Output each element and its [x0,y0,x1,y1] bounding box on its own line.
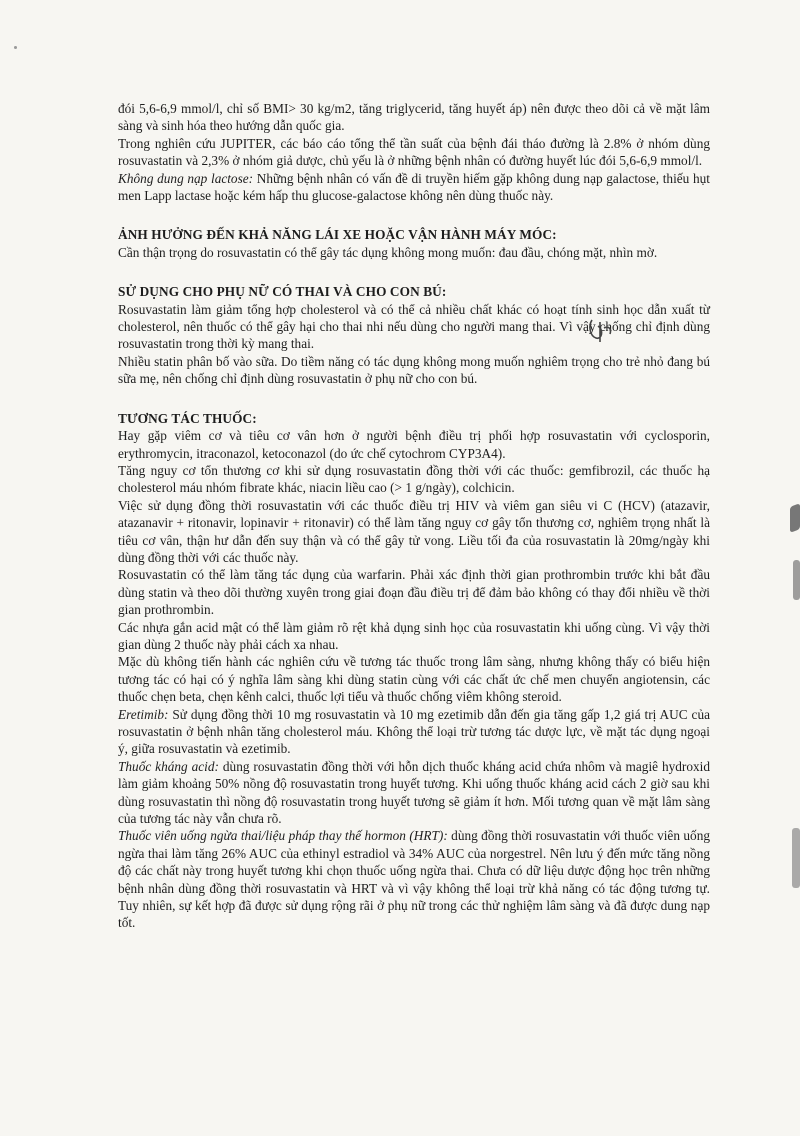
interactions-paragraph-3: Việc sử dụng đồng thời rosuvastatin với các thuốc điều trị HIV và viêm gan siêu vi C (HCV) (atazavir, atazanavir + ritonavir, lopinavir + ritonavir) có thể làm tăng nguy cơ gây tổn thương cơ, nghiêm trọng nhất là tiêu cơ vân, thận hư dẫn đến suy thận và có thể gây tử vong. Liều tối đa của rosuvastatin là 20mg/ngày khi dùng đồng thời với các thuốc này. [118,497,710,565]
driving-text: Cần thận trọng do rosuvastatin có thể gây tác dụng không mong muốn: đau đầu, chóng mặt, nhìn mờ. [118,244,658,260]
interactions-paragraph-2: Tăng nguy cơ tổn thương cơ khi sử dụng rosuvastatin đồng thời với các thuốc: gemfibrozil, các thuốc hạ cholesterol máu nhóm fibrate khác, niacin liều cao (> 1 g/ngày), colchicin. [118,462,710,496]
ezetimib-text: Sử dụng đồng thời 10 mg rosuvastatin và 10 mg ezetimib dẫn đến gia tăng gấp 1,2 giá trị AUC của rosuvastatin ở bệnh nhân tăng cholesterol máu. Không thể loại trừ tương tác dược lực, về mặt tác dụng ngoại ý, giữa rosuvastatin và ezetimib. [118,706,710,757]
interactions-paragraph-6: Mặc dù không tiến hành các nghiên cứu về tương tác thuốc trong lâm sàng, nhưng không thấy có biểu hiện tương tác có hại có ý nghĩa lâm sàng khi dùng statin cùng với các chất ức chế men chuyển angiotensin, các thuốc chẹn beta, chẹn kênh calci, thuốc lợi tiểu và thuốc chống viêm không steroid. [118,654,710,705]
intro-paragraph-2: Trong nghiên cứu JUPITER, các báo cáo tổng thể tần suất của bệnh đái tháo đường là 2.8% ở nhóm dùng rosuvastatin và 2,3% ở nhóm giả dược, chủ yếu là ở những bệnh nhân có đường huyết lúc đói 5,6-6,9 mmol/l. [118,135,710,169]
intro-paragraph-3 [118,170,710,205]
pregnancy-heading: SỬ DỤNG CHO PHỤ NỮ CÓ THAI VÀ CHO CON BÚ: [118,284,447,300]
interactions-paragraph-5: Các nhựa gắn acid mật có thể làm giảm rõ rệt khả dụng sinh học của rosuvastatin khi uống cùng. Vì vậy thời gian dùng 2 thuốc này phải cách xa nhau. [118,619,710,652]
intro-paragraph-1: đói 5,6-6,9 mmol/l, chỉ số BMI> 30 kg/m2, tăng triglycerid, tăng huyết áp) nên được theo dõi cả về mặt lâm sàng và sinh hóa theo hướng dẫn quốc gia. [118,101,710,134]
interactions-paragraph-8 [118,758,710,828]
handwritten-initials [586,316,616,346]
scan-dot [14,46,17,49]
contraceptive-text: dùng đồng thời rosuvastatin với thuốc viên uống ngừa thai làm tăng 26% AUC của ethinyl estradiol và 34% AUC của norgestrel. Nên lưu ý đến mức tăng nồng độ các chất này trong huyết tương khi chọn thuốc uống ngừa thai. Chưa có dữ liệu dược động học trên những bệnh nhân dùng đồng thời rosuvastatin và HRT và vì vậy không thể loại trừ khả năng có tác động tương tự. Tuy nhiên, sự kết hợp đã được sử dụng rộng rãi ở phụ nữ trong các thử nghiệm lâm sàng và đã được dung nạp tốt. [118,828,710,931]
interactions-paragraph-4: Rosuvastatin có thể làm tăng tác dụng của warfarin. Phải xác định thời gian prothrombin trước khi bắt đầu dùng statin và theo dõi thường xuyên trong giai đoạn đầu điều trị để đảm bảo không có thay đổi nhiều về thời gian prothrombin. [118,567,710,618]
driving-heading: ẢNH HƯỞNG ĐẾN KHẢ NĂNG LÁI XE HOẶC VẬN HÀNH MÁY MÓC: [118,227,557,243]
antacid-label: Thuốc kháng acid: [118,758,219,774]
ezetimib-label: Eretimib: [118,706,169,722]
scan-edge-mark-middle [793,560,800,600]
interactions-heading: TƯƠNG TÁC THUỐC: [118,410,257,426]
interactions-paragraph-7 [118,706,710,758]
interactions-paragraph-9 [118,827,710,931]
pregnancy-paragraph-2: Nhiều statin phân bố vào sữa. Do tiềm năng có tác dụng không mong muốn nghiêm trọng cho trẻ nhỏ đang bú sữa mẹ, nên chống chỉ định dùng rosuvastatin ở phụ nữ cho con bú. [118,353,710,387]
antacid-text: dùng rosuvastatin đồng thời với hỗn dịch thuốc kháng acid chứa nhôm và magiê hydroxid làm giảm khoảng 50% nồng độ rosuvastatin trong huyết tương. Khi uống thuốc kháng acid cách 2 giờ sau khi dùng rosuvastatin thì nồng độ rosuvastatin trong huyết tương sẽ giảm ít hơn. Mối tương quan về mặt lâm sàng của tương tác này vẫn chưa rõ. [118,758,710,827]
lactose-label: Không dung nạp lactose: [118,170,254,186]
document-page [118,100,710,932]
lactose-text: Những bệnh nhân có vấn đề di truyền hiếm gặp không dung nạp galactose, thiếu hụt men Lapp lactase hoặc kém hấp thu glucose-galactose không nên dùng thuốc này. [118,170,710,204]
contraceptive-label: Thuốc viên uống ngừa thai/liệu pháp thay thế hormon (HRT): [118,828,448,844]
interactions-paragraph-1: Hay gặp viêm cơ và tiêu cơ vân hơn ở người bệnh điều trị phối hợp rosuvastatin với cyclosporin, erythromycin, itraconazol, ketoconazol (do ức chế cytochrom CYP3A4). [118,428,710,461]
scan-edge-mark-bottom [792,828,800,888]
pregnancy-paragraph-1: Rosuvastatin làm giảm tổng hợp cholesterol và có thể cả nhiều chất khác có hoạt tính sinh học dẫn xuất từ cholesterol, nên thuốc có thể gây hại cho thai nhi nếu dùng cho người mang thai. Vì vậy chống chỉ định dùng rosuvastatin trong thời kỳ mang thai. [118,301,710,352]
scan-edge-mark-top [790,503,800,533]
